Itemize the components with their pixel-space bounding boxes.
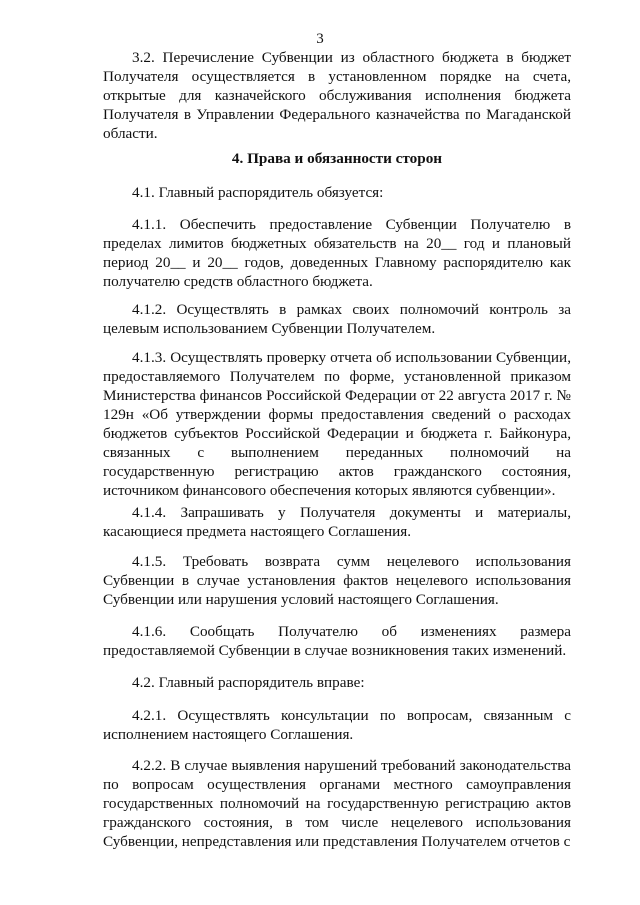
paragraph-4-1-4: 4.1.4. Запрашивать у Получателя документы и материалы, касающиеся предмета настоящего Соглашения. [103,504,571,540]
paragraph-4-1-3: 4.1.3. Осуществлять проверку отчета об использовании Субвенции, предоставляемого Получателем по форме, установленной приказом Министерства финансов Российской Федерации от 22 августа 2017 г. № 129н «Об утверждении формы предоставления сведений о расходах бюджетов субъектов Российской Федерации и бюджета г. Байконура, связанных с выполнением переданных полномочий на государственную регистрацию актов гражданского состояния, источником финансового обеспечения которых являются субвенции». [103,349,571,499]
paragraph-4-1-5: 4.1.5. Требовать возврата сумм нецелевого использования Субвенции в случае установления фактов нецелевого использования Субвенции или нарушения условий настоящего Соглашения. [103,553,571,608]
paragraph-4-1-2: 4.1.2. Осуществлять в рамках своих полномочий контроль за целевым использованием Субвенции Получателем. [103,301,571,337]
paragraph-4-1: 4.1. Главный распорядитель обязуется: [132,184,384,201]
paragraph-4-2-2: 4.2.2. В случае выявления нарушений требований законодательства по вопросам осуществления органами местного самоуправления государственных полномочий на государственную регистрацию актов гражданского состояния, в том числе нецелевого использования Субвенции, непредставления или представления Получателем отчетов с [103,757,571,850]
paragraph-4-2-1: 4.2.1. Осуществлять консультации по вопросам, связанным с исполнением настоящего Соглашения. [103,707,571,743]
paragraph-4-1-6: 4.1.6. Сообщать Получателю об изменениях размера предоставляемой Субвенции в случае возникновения таких изменений. [103,623,571,659]
paragraph-3-2: 3.2. Перечисление Субвенции из областного бюджета в бюджет Получателя осуществляется в установленном порядке на счета, открытые для казначейского обслуживания исполнения бюджета Получателя в Управлении Федерального казначейства по Магаданской области. [103,49,571,142]
paragraph-4-1-1: 4.1.1. Обеспечить предоставление Субвенции Получателю в пределах лимитов бюджетных обязательств на 20__ год и плановый период 20__ и 20__ годов, доведенных Главному распорядителю как получателю средств областного бюджета. [103,216,571,290]
page-number: 3 [316,31,324,47]
paragraph-4-2: 4.2. Главный распорядитель вправе: [132,674,365,691]
section-heading-4: 4. Права и обязанности сторон [231,150,443,167]
